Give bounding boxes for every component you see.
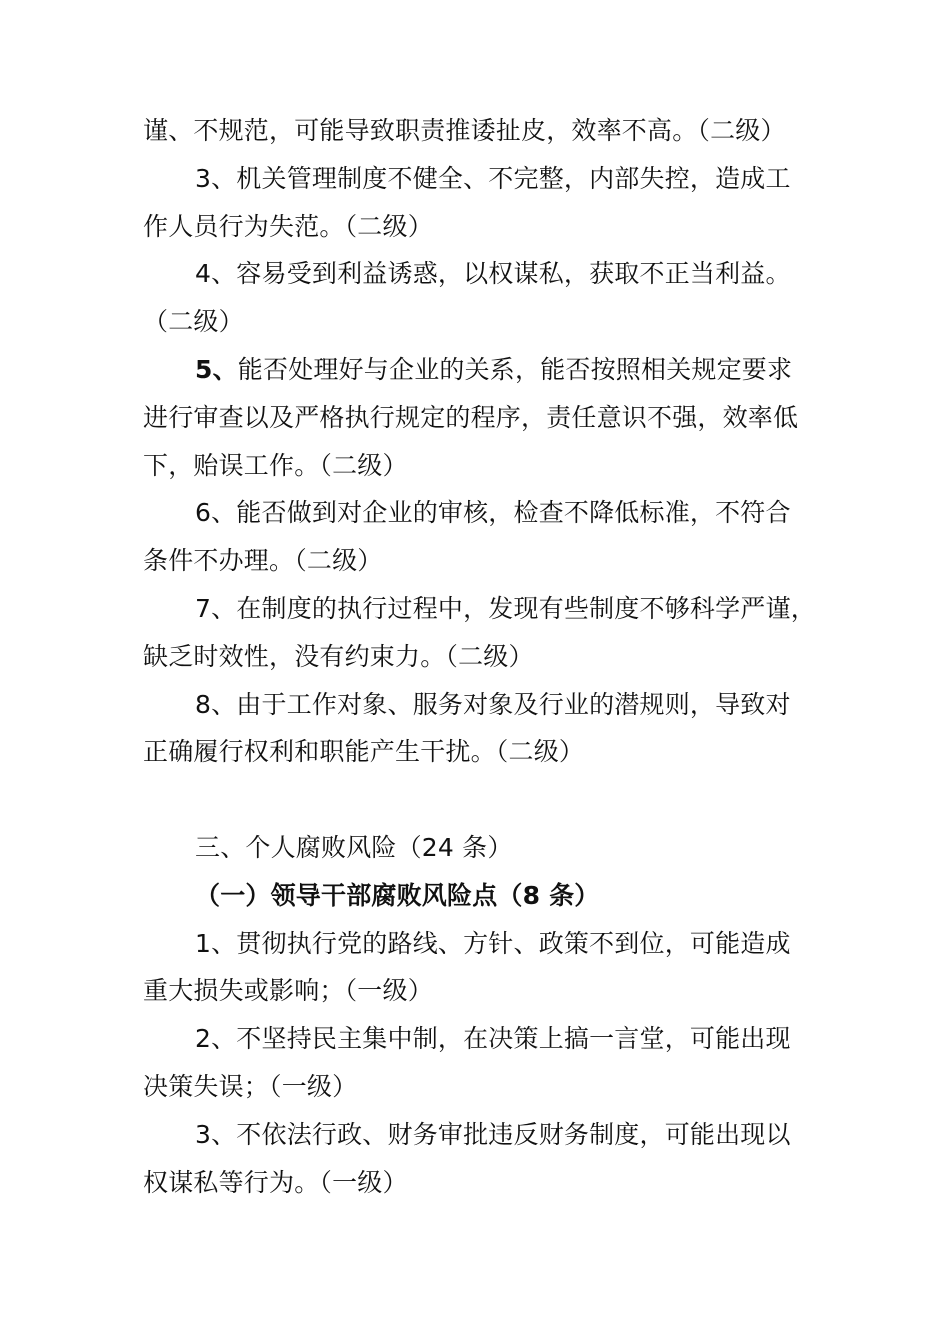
item-5-line-3: 下，贻误工作。（二级）	[143, 450, 408, 480]
subsection-heading: （一）领导干部腐败风险点（8 条）	[195, 880, 600, 910]
text-line: 谨、不规范，可能导致职责推诿扯皮，效率不高。（二级）	[143, 116, 786, 145]
item-6-line-1: 6、能否做到对企业的审核，检查不降低标准，不符合	[195, 498, 791, 528]
item-4-line-2: （二级）	[143, 307, 244, 337]
item-5-line-2: 进行审查以及严格执行规定的程序，责任意识不强，效率低	[143, 402, 799, 432]
item-3-line-1: 3、机关管理制度不健全、不完整，内部失控，造成工	[195, 163, 791, 193]
item-8-line-2: 正确履行权利和职能产生干扰。（二级）	[143, 737, 585, 767]
risk-2-line-1: 2、不坚持民主集中制，在决策上搞一言堂，可能出现	[195, 1024, 791, 1054]
item-4-line-1: 4、容易受到利益诱惑，以权谋私，获取不正当利益。	[195, 259, 791, 289]
item-3-line-2: 作人员行为失范。（二级）	[143, 211, 433, 241]
risk-1-line-1: 1、贯彻执行党的路线、方针、政策不到位，可能造成	[195, 928, 791, 958]
blank-line	[143, 776, 820, 824]
risk-2-line-2: 决策失误；（一级）	[143, 1071, 358, 1101]
risk-3-line-2: 权谋私等行为。（一级）	[143, 1167, 408, 1197]
risk-3-line-1: 3、不依法行政、财务审批违反财务制度，可能出现以	[195, 1119, 791, 1149]
item-7-line-1: 7、在制度的执行过程中，发现有些制度不够科学严谨，	[195, 593, 816, 623]
item-6-line-2: 条件不办理。（二级）	[143, 546, 383, 576]
item-5-number: 5、	[195, 354, 238, 384]
item-5-text: 能否处理好与企业的关系，能否按照相关规定要求	[237, 354, 793, 384]
item-8-line-1: 8、由于工作对象、服务对象及行业的潜规则，导致对	[195, 689, 791, 719]
risk-1-line-2: 重大损失或影响；（一级）	[143, 976, 433, 1006]
section-heading: 三、个人腐败风险（24 条）	[195, 832, 513, 862]
item-7-line-2: 缺乏时效性，没有约束力。（二级）	[143, 641, 534, 671]
item-5-line-1	[143, 346, 820, 394]
